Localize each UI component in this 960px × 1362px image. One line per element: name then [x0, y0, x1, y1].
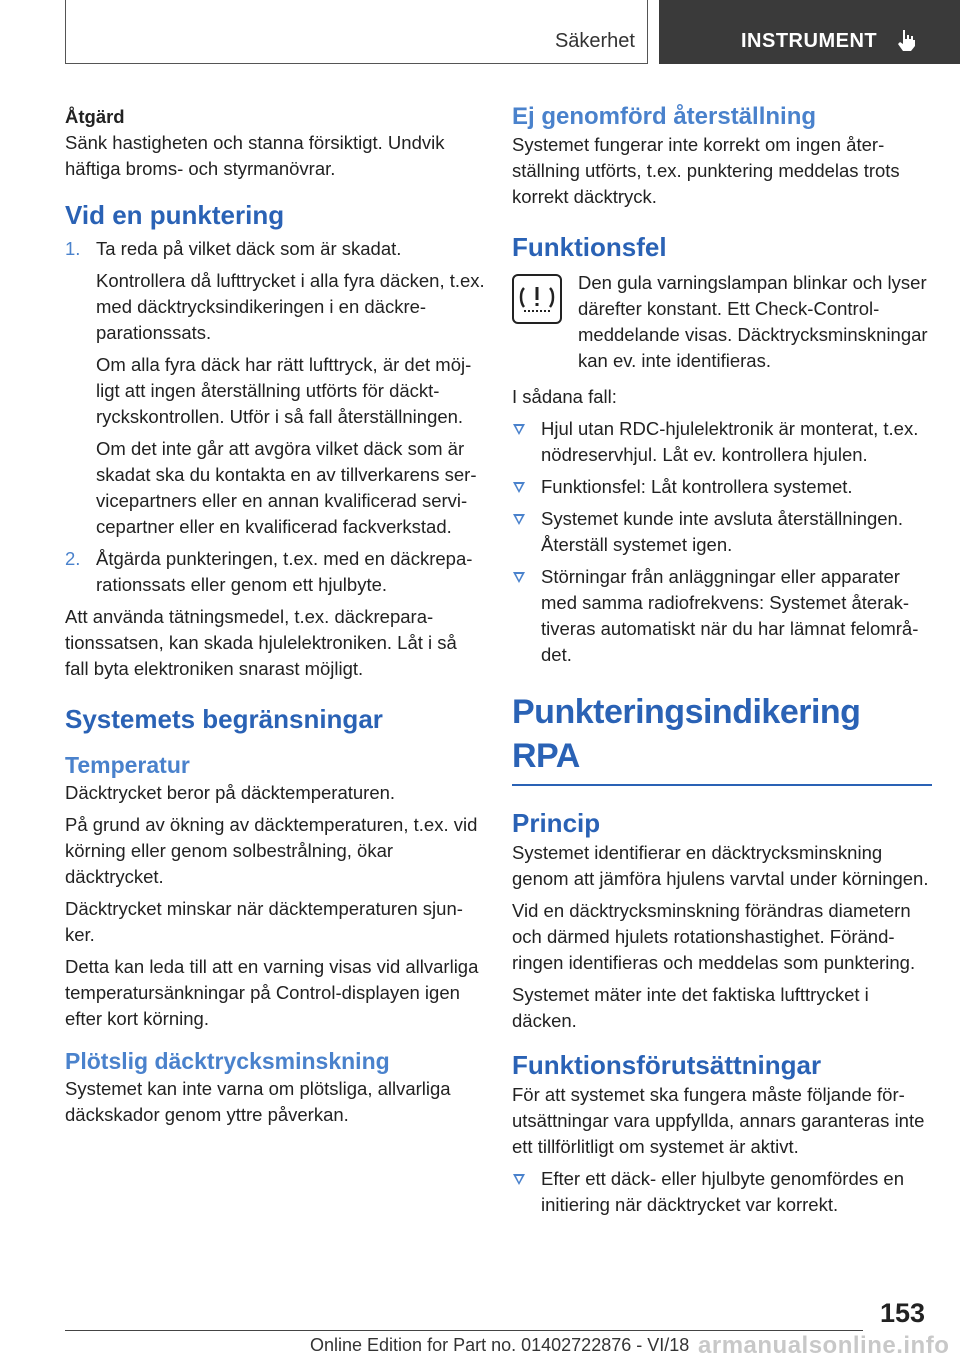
step-1 — [65, 236, 485, 540]
step-1-text: Kontrollera då lufttrycket i alla fyra däcken, t.ex. med däcktrycksindikeringen i en däckreparationssats. — [96, 270, 485, 343]
header-tabs — [65, 0, 960, 64]
tab-sakerhet-label: Säkerhet — [554, 30, 635, 52]
list-item: Störningar från anläggningar eller apparater med samma radiofrekvens: Systemet återaktiveras automatiskt när du har lämnat felområdet. — [512, 564, 932, 668]
temp-text: Däcktrycket minskar när däcktemperaturen sjunker. — [65, 898, 463, 945]
temp-text: Däcktrycket beror på däcktemperaturen. — [65, 782, 396, 803]
tatning-text: Att använda tätningsmedel, t.ex. däckreparationssatsen, kan skada hjulelektroniken. Låt i så fall byta elektroniken snarast möjligt. — [65, 606, 457, 679]
right-column — [512, 100, 932, 1224]
funktionsfel-block — [512, 270, 932, 374]
bullet-triangle-icon — [513, 572, 525, 583]
bullet-triangle-icon — [513, 514, 525, 525]
atgard-text: Sänk hastigheten och stanna försiktigt. Undvik häftiga broms- och styrmanövrar. — [65, 132, 445, 179]
step-number: 2. — [65, 548, 81, 569]
step-1-text: Om det inte går att avgöra vilket däck som är skadat ska du kontakta en av tillverkarens servicepartners eller en annan kvalificerad servicepartner eller en kvalificerad fackverkstad. — [96, 438, 477, 537]
bullet-triangle-icon — [513, 482, 525, 493]
left-column — [65, 100, 485, 1134]
sadana-label: I sådana fall: — [512, 386, 617, 407]
princip-text: Systemet identifierar en däcktrycksminskning genom att jämföra hjulens varvtal under körningen. — [512, 842, 929, 889]
temp-text: Detta kan leda till att en varning visas vid allvarliga temperatursänkningar på Control-displayen igen efter kort körning. — [65, 956, 479, 1029]
step-2 — [65, 546, 485, 598]
hand-touch-icon — [894, 27, 920, 53]
list-item: Hjul utan RDC-hjulelektronik är monterat, t.ex. nödreservhjul. Låt ev. kontrollera hjulen. — [512, 416, 932, 468]
list-item: Funktionsfel: Låt kontrollera systemet. — [512, 474, 932, 500]
tab-sakerhet[interactable] — [65, 0, 648, 64]
forutsattningar-heading: Funktionsförutsättningar — [512, 1050, 822, 1080]
ej-heading: Ej genomförd återställning — [512, 103, 817, 130]
punktering-heading: Vid en punktering — [65, 200, 285, 230]
princip-text: Vid en däcktrycksminskning förändras diametern och därmed hjulets rotationshastighet. Förändringen identifieras och meddelas som punktering. — [512, 900, 916, 973]
bullet-triangle-icon — [513, 1174, 525, 1185]
watermark: armanualsonline.info — [698, 1332, 950, 1359]
ej-text: Systemet fungerar inte korrekt om ingen återställning utförts, t.ex. punktering meddelas trots korrekt däcktryck. — [512, 134, 900, 207]
step-number: 1. — [65, 238, 81, 259]
heading-rule — [512, 784, 932, 786]
step-2-text: Åtgärda punkteringen, t.ex. med en däckreparationssats eller genom ett hjulbyte. — [96, 548, 473, 595]
tab-instrument[interactable] — [659, 0, 960, 64]
tire-pressure-warning-icon — [512, 274, 562, 324]
rpa-heading: Punkteringsindikering RPA — [512, 693, 861, 775]
princip-text: Systemet mäter inte det faktiska lufttrycket i däcken. — [512, 984, 869, 1031]
footer-divider — [65, 1330, 863, 1331]
plotslig-heading: Plötslig däcktrycksminskning — [65, 1048, 390, 1074]
funktionsfel-text: Den gula varningslampan blinkar och lyser därefter konstant. Ett Check-Control-meddelande visas. Däcktrycksminskningar kan ev. inte identifieras. — [578, 272, 928, 371]
page-number: 153 — [880, 1298, 926, 1328]
funktionsfel-heading: Funktionsfel — [512, 232, 667, 262]
footer-edition: Online Edition for Part no. 01402722876 - VI/18 — [310, 1335, 690, 1355]
princip-heading: Princip — [512, 808, 601, 838]
plotslig-text: Systemet kan inte varna om plötsliga, allvarliga däckskador genom yttre påverkan. — [65, 1078, 451, 1125]
list-item: Systemet kunde inte avsluta återställningen. Återställ systemet igen. — [512, 506, 932, 558]
step-1-text: Ta reda på vilket däck som är skadat. — [96, 238, 402, 259]
atgard-heading: Åtgärd — [65, 106, 125, 127]
begransningar-heading: Systemets begränsningar — [65, 704, 383, 734]
bullet-triangle-icon — [513, 424, 525, 435]
list-item: Efter ett däck- eller hjulbyte genomfördes en initiering när däcktrycket var korrekt. — [512, 1166, 932, 1218]
temp-text: På grund av ökning av däcktemperaturen, t.ex. vid körning eller genom solbestrålning, ökar däcktrycket. — [65, 814, 478, 887]
temperatur-heading: Temperatur — [65, 752, 190, 778]
step-1-text: Om alla fyra däck har rätt lufttryck, är det möjligt att ingen återställning utförts för däcktryckskontrollen. Utför i så fall återställningen. — [96, 354, 472, 427]
tab-instrument-label: INSTRUMENT — [741, 30, 878, 52]
forutsattningar-text: För att systemet ska fungera måste följande förutsättningar vara uppfyllda, annars garanteras inte ett tillförlitligt om systemet är aktivt. — [512, 1084, 925, 1157]
